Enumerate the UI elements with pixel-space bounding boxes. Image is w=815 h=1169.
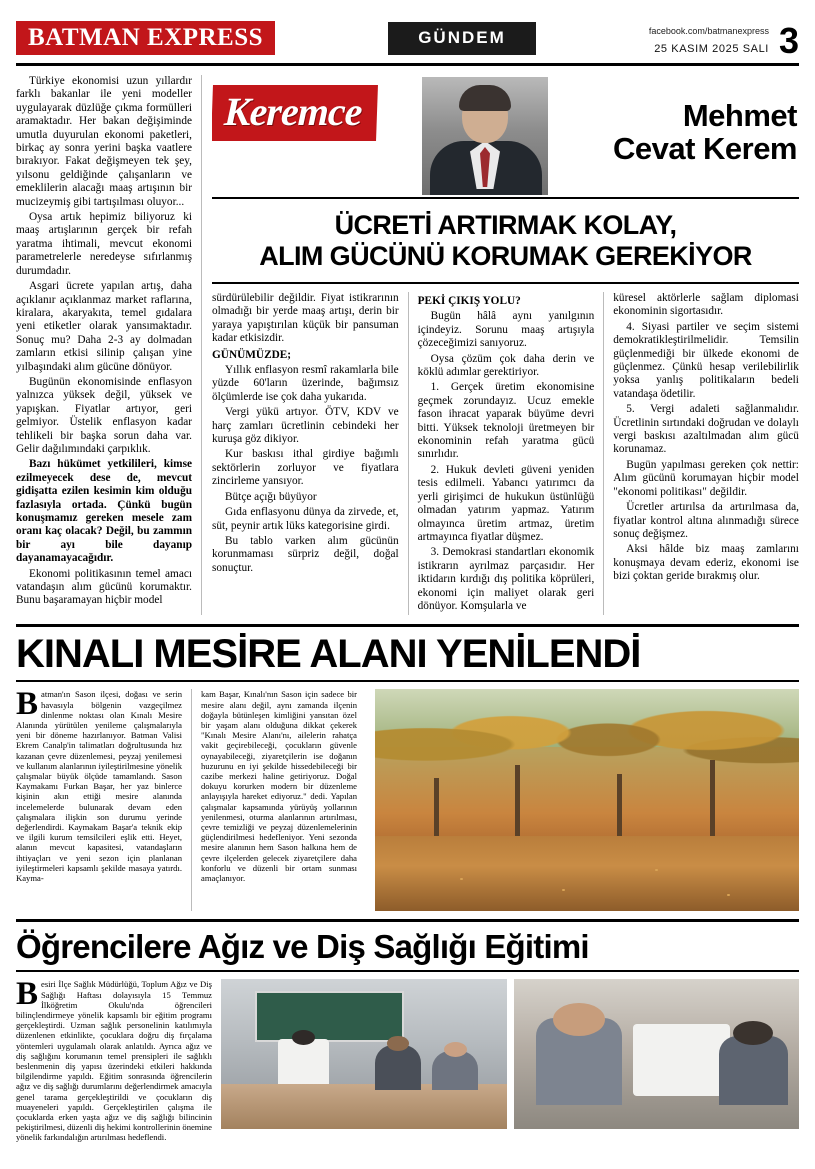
opinion-left-column [16, 75, 202, 615]
paragraph: küresel aktörlerle sağlam diplomasi ekonominin sigortasıdır. [613, 292, 799, 318]
ogrenciler-body [16, 976, 799, 1143]
section-banner-wrap [275, 22, 649, 57]
paragraph: Bugün hâlâ aynı yanılgının içindeyiz. Sorunu maaş artışıyla çözeceğimizi sanıyoruz. [417, 310, 595, 350]
opinion-article [16, 75, 799, 615]
paragraph: 1. Gerçek üretim ekonomisine geçmek zorundayız. Ucuz emekle fason ihracat yaparak büyüme devri bitti. Yüksek teknoloji üretmeyen bir ekonominin refah yaratma gücü sınırlıdır. [417, 381, 595, 461]
article-headline [212, 199, 799, 284]
paragraph: 4. Siyasi partiler ve seçim sistemi demokratikleştirilmelidir. Temsilin güçlenmediği bir ülkede ekonomi de güçlenmez. Çünkü hesap verilebilirlik yoksa yanlış politikaların bedeli vatandaşa ödetilir. [613, 320, 799, 400]
brand-logo: BATMAN EXPRESS [16, 21, 275, 55]
paragraph: Oysa çözüm çok daha derin ve köklü adımlar gerektiriyor. [417, 352, 595, 379]
ogrenciler-text [16, 976, 221, 1143]
subheading: PEKİ ÇIKIŞ YOLU? [417, 295, 521, 307]
paragraph: 2. Hukuk devleti güveni yeniden tesis edilmeli. Yabancı yatırımcı da yerli girişimci de hukukun üstünlüğü olmadan yatırım yapmaz. Yatırım olmayınca üretim artmaz, üretim artmayınca fiyatlar düşmez. [417, 463, 595, 543]
columnist-firstname: Mehmet [682, 98, 797, 133]
columnist-name [613, 99, 797, 165]
kinali-photo [375, 689, 799, 911]
headline-line-1: ÜCRETİ ARTIRMAK KOLAY, [334, 210, 677, 240]
paragraph: Bugün yapılması gereken çok nettir: Alım gücünü korumayan hiçbir model "ekonomi politikası" değildir. [613, 458, 799, 498]
kinali-body [16, 686, 799, 911]
ogrenciler-article [16, 919, 799, 1143]
list-item: Kur baskısı ithal girdiye bağımlı sektörlerin zorluyor ve fiyatlara zincirleme yansıyor. [212, 448, 399, 488]
columnist-lastname: Cevat Kerem [612, 131, 797, 166]
masthead-meta [649, 26, 769, 57]
paragraph: Bu tablo varken alım gücünün korunmaması sürpriz değil, doğal sonuçtur. [212, 534, 399, 574]
issue-date: 25 KASIM 2025 SALI [654, 43, 769, 55]
drop-cap: B [16, 686, 39, 723]
facebook-handle: facebook.com/batmanexpress [648, 26, 769, 36]
kinali-column-1 [16, 686, 191, 911]
paragraph [16, 976, 212, 1143]
subheading: GÜNÜMÜZDE; [212, 348, 292, 361]
list-item: Bütçe açığı büyüyor [225, 490, 317, 503]
paragraph-text: atman'ın Sason ilçesi, doğası ve serin havasıyla bölgenin vazgeçilmez dinlenme noktası olan Kınalı Mesire Alanında yürütülen yenileme çalışmalarıyla yeni bir döneme hazırlanıyor. Batman Valisi Ekrem Canalp'in talimatları doğrultusunda hız kazanan çevre düzenlemesi, peyzaj yenilemesi ve kullanım alanlarının iyileştirilmesine yönelik çalışmalar büyük ölçüde tamamlandı. Sason Kaymakamı Furkan Başar, her yaz binlerce kişinin akın ettiği mesire alanında incelemelerde bulunarak devam eden çalışmalara ilişkin son durumu yerinde değerlendirdi. Kaymakam Başar'a teknik ekip ve ilgili kurum temsilcileri eşlik etti. Heyet, alanın mevcut kapasitesi, vatandaşların ihtiyaçları ve yeni sezon için planlanan iyileştirmeleri kapsamlı şekilde masaya yatırdı. Kayma- [16, 689, 182, 883]
paragraph: Ücretler artırılsa da artırılmasa da, fiyatlar kontrol altına alınmadığı sürece sonuç değişmez. [613, 501, 799, 540]
list-item: Vergi yükü artıyor. ÖTV, KDV ve harç zamları ücretlinin cebindeki her kuruşa göz dikiyor. [212, 406, 399, 446]
kinali-column-2 [191, 689, 366, 911]
paragraph: 5. Vergi adaleti sağlanmalıdır. Ücretlinin sırtındaki doğrudan ve dolaylı vergi baskısı azaltılmadan alım gücü korunamaz. [613, 403, 799, 456]
list-item: Yıllık enflasyon resmî rakamlarla bile yüzde 60'ların üzerinde, bağımsız ölçümlerde ise çok daha yukarıda. [212, 364, 399, 403]
paragraph: Ekonomi politikasının temel amacı vatandaşın alım gücünü korumaktır. Bunu başaramayan hiçbir model [16, 567, 192, 607]
headline-line-2: ALIM GÜCÜNÜ KORUMAK GEREKİYOR [259, 241, 752, 271]
ogrenciler-headline: Öğrencilere Ağız ve Diş Sağlığı Eğitimi [16, 919, 799, 972]
drop-cap: B [16, 976, 39, 1013]
paragraph: 3. Demokrasi standartları ekonomik istikrarın ayrılmaz parçasıdır. Her iktidarın kırdığı dış politika köprüleri, ekonomi için maliyet olarak geri dönüyor. Komşularla ve [417, 546, 595, 612]
paragraph: sürdürülebilir değildir. Fiyat istikrarının olmadığı bir yerde maaş artışı, derin bir yaraya yapıştırılan küçük bir pansuman kadar etkisizdir. [212, 292, 399, 345]
article-column-3 [603, 292, 799, 615]
paragraph: Oysa artık hepimiz biliyoruz ki maaş artışlarının gerçek bir refah yaratma ihtimali, mevcut ekonomi parametrelerle neredeyse sıfırlanmış durumdadır. [16, 211, 192, 277]
paragraph: Asgari ücrete yapılan artış, daha açıklanır açıklanmaz market raflarına, kiralara, akaryakıta, temel gıdalara yeni etiketler olarak yansımaktadır. Sonuç mu? Daha 2-3 ay dolmadan zamların etkisi silinip çalışan yine yılbaşındaki alım gücüne dönüyor. [16, 280, 192, 373]
paragraph-text: esiri İlçe Sağlık Müdürlüğü, Toplum Ağız ve Diş Sağlığı Haftası dolayısıyla 15 Temmuz İlköğretim Okulu'nda öğrencileri bilinçlendirmeye yönelik kapsamlı bir eğitim programı gerçekleştirdi. Uzman sağlık personelinin katılımıyla düzenlenen etkinlikte, çocuklara doğru diş fırçalama yöntemleri uygulamalı olarak anlatıldı. Ayrıca ağız ve diş sağlığını korumanın temel prensipleri ile sağlıklı beslenmenin diş yapısı üzerindeki etkileri hakkında bilgilendirme yapıldı. Eğitim sonrasında öğrencilerin ağız ve diş sağlığı durumlarını değerlendirmek amacıyla genel tarama gerçekleştirildi ve çocukların diş muayeneleri yapıldı. Gerçekleştirilen çalışma ile çocuklarda erken yaşta ağız ve diş sağlığı bilincinin pekiştirilmesi, düzenli diş hekimi kontrollerinin önemine yönelik farkındalığın artırılması hedeflendi. [16, 979, 212, 1143]
dental-check-photo [514, 979, 800, 1129]
columnist-banner [212, 75, 799, 199]
paragraph: Bugünün ekonomisinde enflasyon yalnızca yüksek değil, yüksek ve yapışkan. Fiyatlar artıyor, geri gelmiyor. Üstelik enflasyon kadar tehlikeli bir başka sorun daha var. Gelir dağılımındaki çarpıklık. [16, 375, 192, 455]
list-item: Gıda enflasyonu dünya da zirvede, et, süt, peynir artık lüks kategorisine girdi. [212, 506, 399, 532]
article-column-1 [212, 292, 408, 615]
columnist-photo [422, 77, 548, 195]
ogrenciler-photos [221, 979, 799, 1129]
section-banner: GÜNDEM [388, 22, 536, 55]
kinali-headline: KINALI MESİRE ALANI YENİLENDİ [16, 627, 799, 682]
page-number: 3 [778, 20, 799, 62]
classroom-photo [221, 979, 507, 1129]
masthead [16, 14, 799, 66]
article-column-2 [408, 292, 604, 615]
paragraph [16, 686, 182, 883]
paragraph: kam Başar, Kınalı'nın Sason için sadece bir mesire alanı değil, aynı zamanda ilçenin doğayla bütünleşen kimliğini yansıtan özel bir yaşam alanı olduğuna dikkat çekerek "Kınalı Mesire Alanı'nı, ailelerin rahatça vakit geçirebileceği, çocukların güvenle oynayabileceği, ziyaretçilerin ise doğanın huzurunu en iyi şekilde hissedebileceği bir cazibe merkezi haline getiriyoruz. Doğal dokuyu korurken modern bir düzenleme anlayışıyla hareket ediyoruz." dedi. Yapılan çalışmalar kapsamında yürüyüş yollarının yenilenmesi, oturma alanlarının artırılması, çevre temizliği ve peyzaj düzenlemelerinin güçlendirilmesi hedefleniyor. Yeni sezonda mesire alanının hem Sason halkına hem de çevre ilçelerden gelecek ziyaretçilere daha konforlu ve düzenli bir ortam sunması amaçlanıyor. [201, 689, 357, 883]
paragraph-bold: Bazı hükümet yetkilileri, kimse ezilmeyecek dese de, mevcut gidişatta ezilen kesimin kim olduğu fazlasıyla ortada. Çünkü bugün konuşmamız gereken mesele zam oranı kaç olacak? Değil, bu zammın bir ayı bile dayanıp dayanamayacağıdır. [16, 458, 192, 565]
masthead-right [648, 20, 799, 62]
article-columns [212, 292, 799, 615]
kinali-article [16, 627, 799, 911]
opinion-main [202, 75, 799, 615]
keremce-logo: Keremce [212, 85, 378, 141]
paragraph: Türkiye ekonomisi uzun yıllardır farklı bakanlar ile yeni modeller uygulayarak düzlüğe çıkma formülleri aramaktadır. Her bakan değişiminde umutla duyurulan ekonomi paketleri, birkaç ay sonra yerini başka vaatlere bırakıyor. Fakat değişmeyen tek şey, yılsonu geldiğinde çalışanların ve emeklilerin alacağı maaş artışının bir mucizeymiş gibi tartışılması oluyor... [16, 75, 192, 208]
paragraph: Aksi hâlde biz maaş zamlarını konuşmaya devam ederiz, ekonomi ise bizi çoktan geride bırakmış olur. [613, 543, 799, 583]
